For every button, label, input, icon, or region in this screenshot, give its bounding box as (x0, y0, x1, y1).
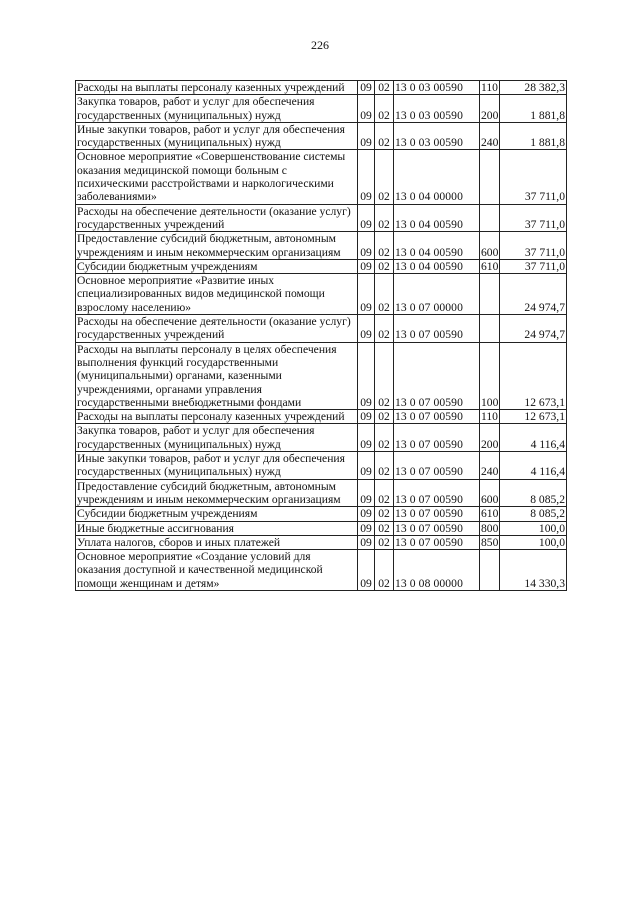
row-subsection-code: 02 (375, 342, 394, 409)
row-description: Расходы на выплаты персоналу казенных учреждений (76, 410, 358, 424)
row-expense-type-code (480, 274, 500, 315)
row-section-code: 09 (358, 550, 375, 591)
row-amount: 37 711,0 (500, 150, 567, 204)
row-amount: 37 711,0 (500, 204, 567, 232)
row-section-code: 09 (358, 81, 375, 95)
row-expense-type-code: 850 (481, 535, 499, 549)
table-row (76, 507, 567, 521)
row-subsection-code: 02 (375, 550, 394, 591)
row-section-code: 09 (358, 274, 375, 315)
row-target-code: 13 0 07 00590 (394, 479, 480, 507)
row-subsection-code: 02 (375, 452, 394, 480)
row-target-code: 13 0 07 00590 (394, 315, 480, 343)
row-subsection-code: 02 (375, 259, 394, 273)
row-section-code: 09 (358, 479, 375, 507)
row-amount: 4 116,4 (500, 424, 567, 452)
row-amount: 37 711,0 (500, 232, 567, 260)
row-section-code: 09 (358, 507, 375, 521)
table-row (76, 550, 567, 591)
table-row (76, 259, 567, 273)
row-subsection-code: 02 (375, 274, 394, 315)
row-subsection-code: 02 (375, 410, 394, 424)
row-amount: 4 116,4 (500, 452, 567, 480)
row-target-code: 13 0 07 00590 (394, 535, 480, 549)
row-expense-type-code (480, 315, 500, 343)
table-row (76, 95, 567, 123)
row-target-code: 13 0 07 00590 (394, 507, 480, 521)
row-description: Основное мероприятие «Совершенствование системы оказания медицинской помощи больным с психическими расстройствами и наркологическими заболеваниями» (76, 150, 358, 204)
row-section-code: 09 (358, 122, 375, 150)
row-target-code: 13 0 04 00590 (394, 204, 480, 232)
row-expense-type-code: 240 (480, 452, 500, 480)
table-row (76, 452, 567, 480)
row-section-code: 09 (358, 521, 375, 535)
row-section-code: 09 (358, 424, 375, 452)
row-target-code: 13 0 07 00590 (394, 452, 480, 480)
table-row (76, 204, 567, 232)
row-description: Расходы на выплаты персоналу в целях обеспечения выполнения функций государственными (муниципальными) органами, казенными учреждениями, органами управления государственными внебюджетными фондами (76, 342, 358, 409)
row-amount: 24 974,7 (500, 274, 567, 315)
row-section-code: 09 (358, 95, 375, 123)
row-description: Иные бюджетные ассигнования (76, 521, 358, 535)
row-section-code: 09 (358, 315, 375, 343)
row-amount: 24 974,7 (500, 315, 567, 343)
row-target-code: 13 0 03 00590 (394, 81, 480, 95)
row-expense-type-code: 110 (481, 410, 498, 424)
row-subsection-code: 02 (375, 150, 394, 204)
row-subsection-code: 02 (375, 424, 394, 452)
row-target-code: 13 0 07 00000 (394, 274, 480, 315)
row-subsection-code: 02 (375, 479, 394, 507)
row-section-code: 09 (358, 150, 375, 204)
row-description: Субсидии бюджетным учреждениям (76, 259, 358, 273)
row-amount: 1 881,8 (500, 95, 567, 123)
row-description: Расходы на обеспечение деятельности (оказание услуг) государственных учреждений (76, 315, 358, 343)
table-row (76, 232, 567, 260)
row-section-code: 09 (358, 535, 375, 549)
row-subsection-code: 02 (375, 535, 394, 549)
row-section-code: 09 (358, 410, 375, 424)
row-target-code: 13 0 04 00590 (394, 232, 480, 260)
row-expense-type-code: 200 (480, 95, 500, 123)
row-amount: 100,0 (500, 535, 567, 549)
row-target-code: 13 0 04 00590 (394, 259, 480, 273)
row-subsection-code: 02 (375, 232, 394, 260)
row-description: Закупка товаров, работ и услуг для обеспечения государственных (муниципальных) нужд (76, 424, 358, 452)
row-section-code: 09 (358, 342, 375, 409)
table-row (76, 479, 567, 507)
row-amount: 1 881,8 (500, 122, 567, 150)
row-expense-type-code: 240 (480, 122, 500, 150)
row-description: Предоставление субсидий бюджетным, автономным учреждениям и иным некоммерческим организациям (76, 232, 358, 260)
table-row (76, 424, 567, 452)
row-amount: 37 711,0 (500, 259, 567, 273)
row-description: Иные закупки товаров, работ и услуг для обеспечения государственных (муниципальных) нужд (76, 122, 358, 150)
row-expense-type-code: 100 (480, 342, 500, 409)
row-expense-type-code: 610 (481, 259, 499, 273)
row-amount: 12 673,1 (500, 410, 567, 424)
row-section-code: 09 (358, 452, 375, 480)
budget-table (75, 80, 567, 591)
row-subsection-code: 02 (375, 81, 394, 95)
row-description: Субсидии бюджетным учреждениям (76, 507, 358, 521)
row-expense-type-code: 800 (481, 521, 499, 535)
row-amount: 100,0 (500, 521, 567, 535)
table-row (76, 122, 567, 150)
row-expense-type-code (480, 204, 500, 232)
row-expense-type-code: 600 (480, 479, 500, 507)
row-description: Основное мероприятие «Развитие иных специализированных видов медицинской помощи взрослому населению» (76, 274, 358, 315)
table-row (76, 274, 567, 315)
table-row (76, 410, 567, 424)
row-description: Основное мероприятие «Создание условий для оказания доступной и качественной медицинской помощи женщинам и детям» (76, 550, 358, 591)
page-number: 226 (311, 38, 329, 52)
row-expense-type-code: 200 (480, 424, 500, 452)
row-subsection-code: 02 (375, 315, 394, 343)
row-description: Предоставление субсидий бюджетным, автономным учреждениям и иным некоммерческим организациям (76, 479, 358, 507)
row-target-code: 13 0 08 00000 (394, 550, 480, 591)
row-expense-type-code: 600 (480, 232, 500, 260)
table-row (76, 315, 567, 343)
row-target-code: 13 0 07 00590 (394, 342, 480, 409)
row-description: Иные закупки товаров, работ и услуг для обеспечения государственных (муниципальных) нужд (76, 452, 358, 480)
row-expense-type-code: 110 (481, 81, 498, 94)
row-description: Закупка товаров, работ и услуг для обеспечения государственных (муниципальных) нужд (76, 95, 358, 123)
row-description: Расходы на обеспечение деятельности (оказание услуг) государственных учреждений (76, 204, 358, 232)
row-subsection-code: 02 (375, 204, 394, 232)
table-row (76, 521, 567, 535)
row-subsection-code: 02 (375, 521, 394, 535)
row-target-code: 13 0 07 00590 (394, 410, 480, 424)
table-row (76, 342, 567, 409)
table-row (76, 535, 567, 549)
row-description: Уплата налогов, сборов и иных платежей (76, 535, 358, 549)
row-expense-type-code (480, 550, 500, 591)
row-subsection-code: 02 (375, 95, 394, 123)
row-target-code: 13 0 03 00590 (394, 122, 480, 150)
row-target-code: 13 0 07 00590 (394, 521, 480, 535)
row-amount: 28 382,3 (500, 81, 567, 95)
row-target-code: 13 0 04 00000 (394, 150, 480, 204)
row-subsection-code: 02 (375, 122, 394, 150)
row-target-code: 13 0 07 00590 (394, 424, 480, 452)
table-row (76, 81, 567, 95)
row-amount: 8 085,2 (500, 507, 567, 521)
table-row (76, 150, 567, 204)
row-amount: 14 330,3 (500, 550, 567, 591)
row-section-code: 09 (358, 232, 375, 260)
budget-table-body (76, 81, 567, 591)
row-amount: 12 673,1 (500, 342, 567, 409)
row-target-code: 13 0 03 00590 (394, 95, 480, 123)
row-subsection-code: 02 (375, 507, 394, 521)
row-amount: 8 085,2 (500, 479, 567, 507)
row-description: Расходы на выплаты персоналу казенных учреждений (76, 81, 358, 95)
row-expense-type-code: 610 (481, 507, 499, 521)
row-expense-type-code (480, 150, 500, 204)
row-section-code: 09 (358, 259, 375, 273)
row-section-code: 09 (358, 204, 375, 232)
